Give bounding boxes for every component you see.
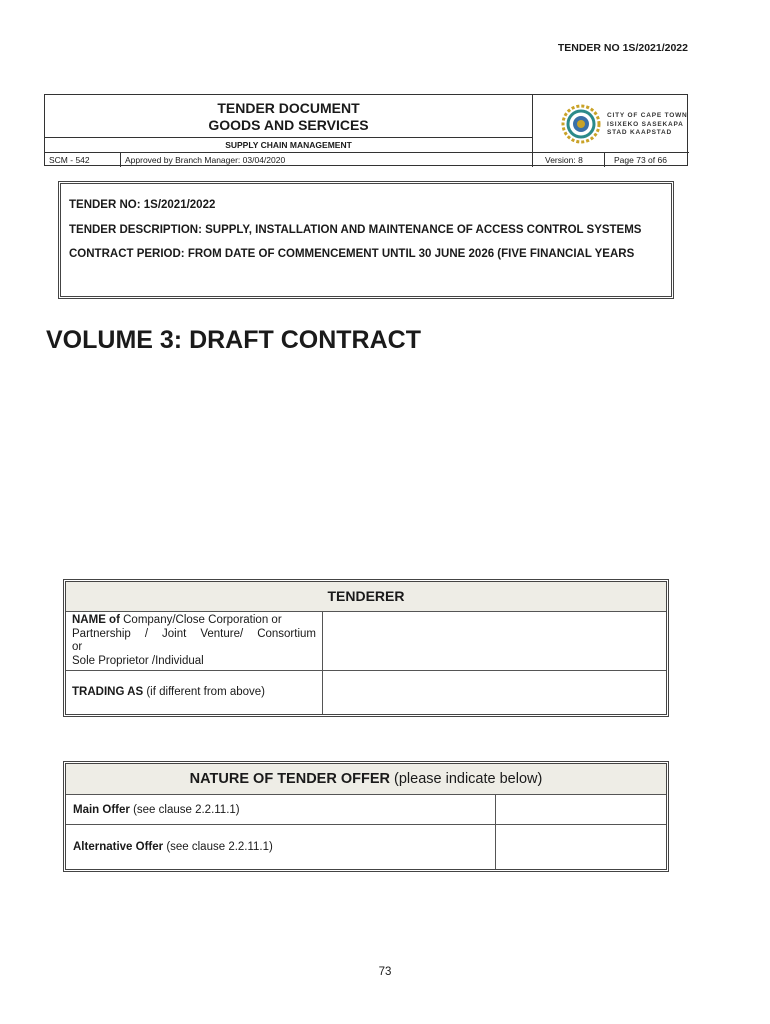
header-meta-row [45,152,689,167]
alt-offer-rest: (see clause 2.2.11.1) [166,841,273,853]
main-offer-bold: Main Offer [73,803,130,816]
company-name-field[interactable] [323,612,666,670]
table-row [66,671,666,714]
header-title-line1: TENDER DOCUMENT [217,100,360,116]
page-info: Page 73 of 66 [614,155,667,165]
name-label-line2: Partnership / Joint Venture/ Consortium [72,627,316,640]
tender-description: TENDER DESCRIPTION: SUPPLY, INSTALLATION AND MAINTENANCE OF ACCESS CONTROL SYSTEMS [69,223,642,236]
logo-text-line1: CITY OF CAPE TOWN [607,112,688,119]
alternative-offer-label [66,825,496,869]
logo-text-line3: STAD KAAPSTAD [607,129,673,136]
page-number: 73 [378,966,392,978]
volume-title: VOLUME 3: DRAFT CONTRACT [46,326,421,354]
name-label-rest: Company/Close Corporation or [123,614,282,626]
nature-table-heading [66,764,666,795]
header-title [45,100,532,134]
city-logo [533,95,689,152]
main-offer-rest: (see clause 2.2.11.1) [133,803,240,816]
table-row [66,612,666,671]
main-offer-field[interactable] [496,795,666,824]
logo-text-line2: ISIXEKO SASEKAPA [607,120,684,128]
nature-of-offer-table [63,761,669,872]
trading-as-label [66,671,323,714]
scm-code: SCM - 542 [45,153,121,167]
table-row [66,795,666,825]
table-row [66,825,666,869]
contract-period: CONTRACT PERIOD: FROM DATE OF COMMENCEMENT UNTIL 30 JUNE 2026 (FIVE FINANCIAL YEARS [69,248,635,260]
main-offer-label [66,795,496,824]
tender-info-box [58,181,674,299]
tender-reference: TENDER NO 1S/2021/2022 [557,42,688,54]
name-label-bold: NAME of [72,614,120,626]
tender-number: TENDER NO: 1S/2021/2022 [69,199,216,211]
logo-wordmark [607,112,688,138]
alternative-offer-field[interactable] [496,825,666,869]
version-info: Version: 8 [533,153,605,167]
city-emblem-icon [561,104,601,144]
company-name-label [66,612,323,670]
nature-heading-rest: (please indicate below) [394,771,543,787]
trading-label-rest: (if different from above) [146,685,266,698]
trading-as-field[interactable] [323,671,666,714]
nature-heading-bold: NATURE OF TENDER OFFER [189,771,390,787]
header-subtitle: SUPPLY CHAIN MANAGEMENT [45,137,532,152]
trading-label-bold: TRADING AS [72,685,144,698]
alt-offer-bold: Alternative Offer [73,841,164,853]
approval-info: Approved by Branch Manager: 03/04/2020 [121,153,533,167]
tenderer-table-heading: TENDERER [66,582,666,612]
tenderer-table [63,579,669,717]
name-label-line3: or [72,641,83,653]
header-title-line2: GOODS AND SERVICES [208,117,369,133]
document-header [44,94,688,166]
name-label-line4: Sole Proprietor /Individual [72,654,204,667]
